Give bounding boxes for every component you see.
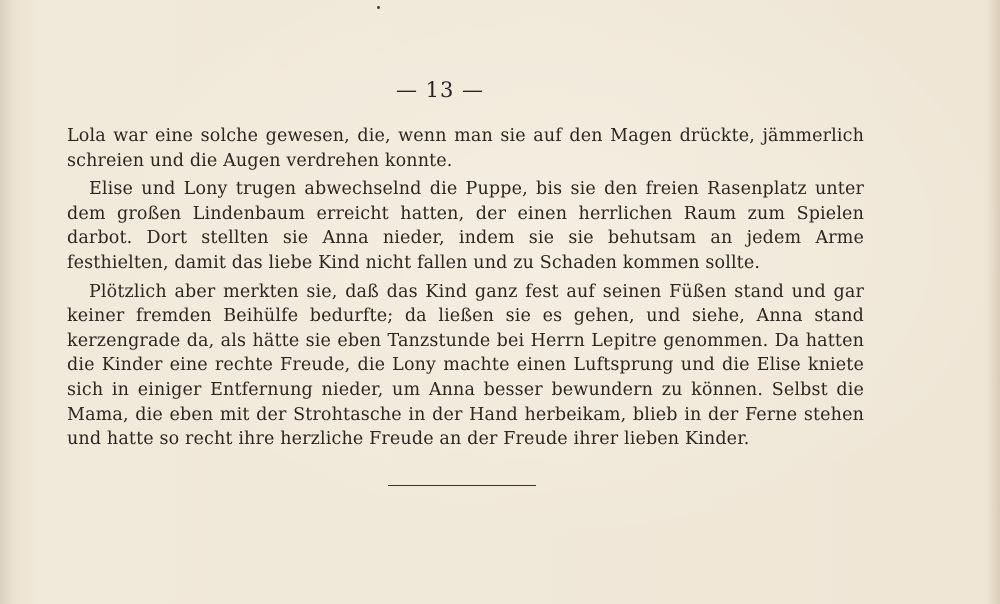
section-end-rule	[388, 485, 536, 486]
paragraph-1: Lola war eine solche gewesen, die, wenn man sie auf den Magen drückte, jämmerlich schreien und die Augen verdrehen konnte.	[67, 126, 864, 171]
print-mark	[377, 6, 380, 9]
paragraph-3: Plötzlich aber merkten sie, daß das Kind ganz fest auf seinen Füßen stand und gar keiner fremden Beihülfe bedurfte; da ließen sie es gehen, und siehe, Anna stand kerzengrade da, als hätte sie eben Tanzstunde bei Herrn Lepitre genommen. Da hatten die Kinder eine rechte Freude, die Lony machte einen Luftsprung und die Elise kniete sich in einiger Entfernung nieder, um Anna besser bewundern zu können. Selbst die Mama, die eben mit der Strohtasche in der Hand herbeikam, blieb in der Ferne stehen und hatte so recht ihre herzliche Freude an der Freude ihrer lieben Kinder.	[67, 281, 864, 450]
body-text	[67, 124, 864, 456]
paragraph-2: Elise und Lony trugen abwechselnd die Puppe, bis sie den freien Rasenplatz unter dem großen Lindenbaum erreicht hatten, der einen herrlichen Raum zum Spielen darbot. Dort stellten sie Anna nieder, indem sie sie behutsam an jedem Arme festhielten, damit das liebe Kind nicht fallen und zu Schaden kommen sollte.	[67, 179, 864, 273]
page-number: — 13 —	[395, 78, 485, 102]
